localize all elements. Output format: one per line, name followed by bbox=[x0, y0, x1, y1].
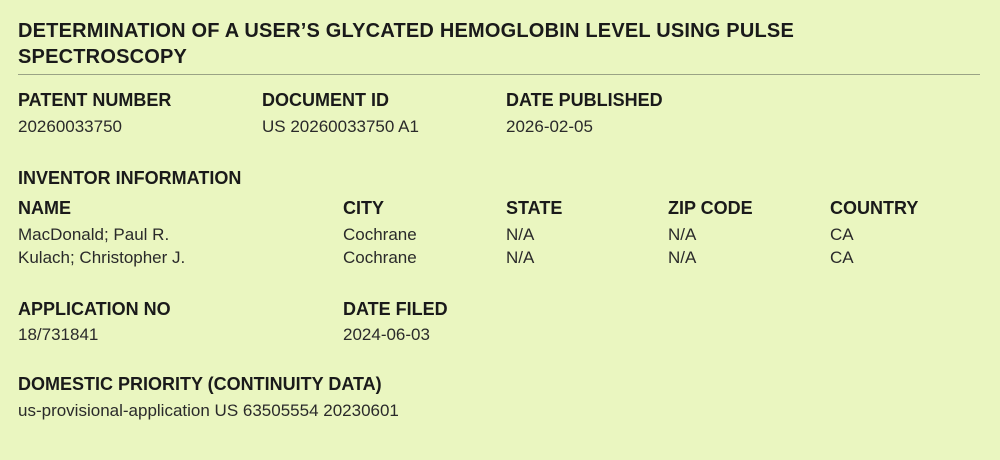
inventor-zip: N/A bbox=[668, 225, 697, 244]
document-title: DETERMINATION OF A USER’S GLYCATED HEMOGLOBIN LEVEL USING PULSE SPECTROSCOPY bbox=[18, 20, 794, 68]
application-no-label: APPLICATION NO bbox=[18, 299, 171, 319]
inventor-country: CA bbox=[830, 225, 854, 244]
domestic-priority-value: us-provisional-application US 63505554 20230601 bbox=[18, 401, 399, 420]
document-id-value: US 20260033750 A1 bbox=[262, 117, 419, 136]
date-filed-value: 2024-06-03 bbox=[343, 325, 430, 344]
inventor-col-country: COUNTRY bbox=[830, 198, 919, 218]
date-published-label: DATE PUBLISHED bbox=[506, 90, 663, 110]
inventor-zip: N/A bbox=[668, 248, 697, 267]
inventor-state: N/A bbox=[506, 248, 535, 267]
date-published-value: 2026-02-05 bbox=[506, 117, 593, 136]
patent-number-label: PATENT NUMBER bbox=[18, 90, 172, 110]
application-no-value: 18/731841 bbox=[18, 325, 99, 344]
inventor-col-zip: ZIP CODE bbox=[668, 198, 753, 218]
inventor-state: N/A bbox=[506, 225, 535, 244]
domestic-priority-label: DOMESTIC PRIORITY (CONTINUITY DATA) bbox=[18, 374, 382, 394]
inventor-section-label: INVENTOR INFORMATION bbox=[18, 168, 242, 188]
inventor-col-name: NAME bbox=[18, 198, 71, 218]
date-filed-label: DATE FILED bbox=[343, 299, 448, 319]
inventor-country: CA bbox=[830, 248, 854, 267]
inventor-col-city: CITY bbox=[343, 198, 385, 218]
inventor-city: Cochrane bbox=[343, 225, 417, 244]
inventor-name: Kulach; Christopher J. bbox=[18, 248, 186, 267]
title-divider bbox=[18, 74, 980, 75]
inventor-city: Cochrane bbox=[343, 248, 417, 267]
inventor-col-state: STATE bbox=[506, 198, 563, 218]
inventor-name: MacDonald; Paul R. bbox=[18, 225, 170, 244]
patent-number-value: 20260033750 bbox=[18, 117, 123, 136]
document-id-label: DOCUMENT ID bbox=[262, 90, 389, 110]
